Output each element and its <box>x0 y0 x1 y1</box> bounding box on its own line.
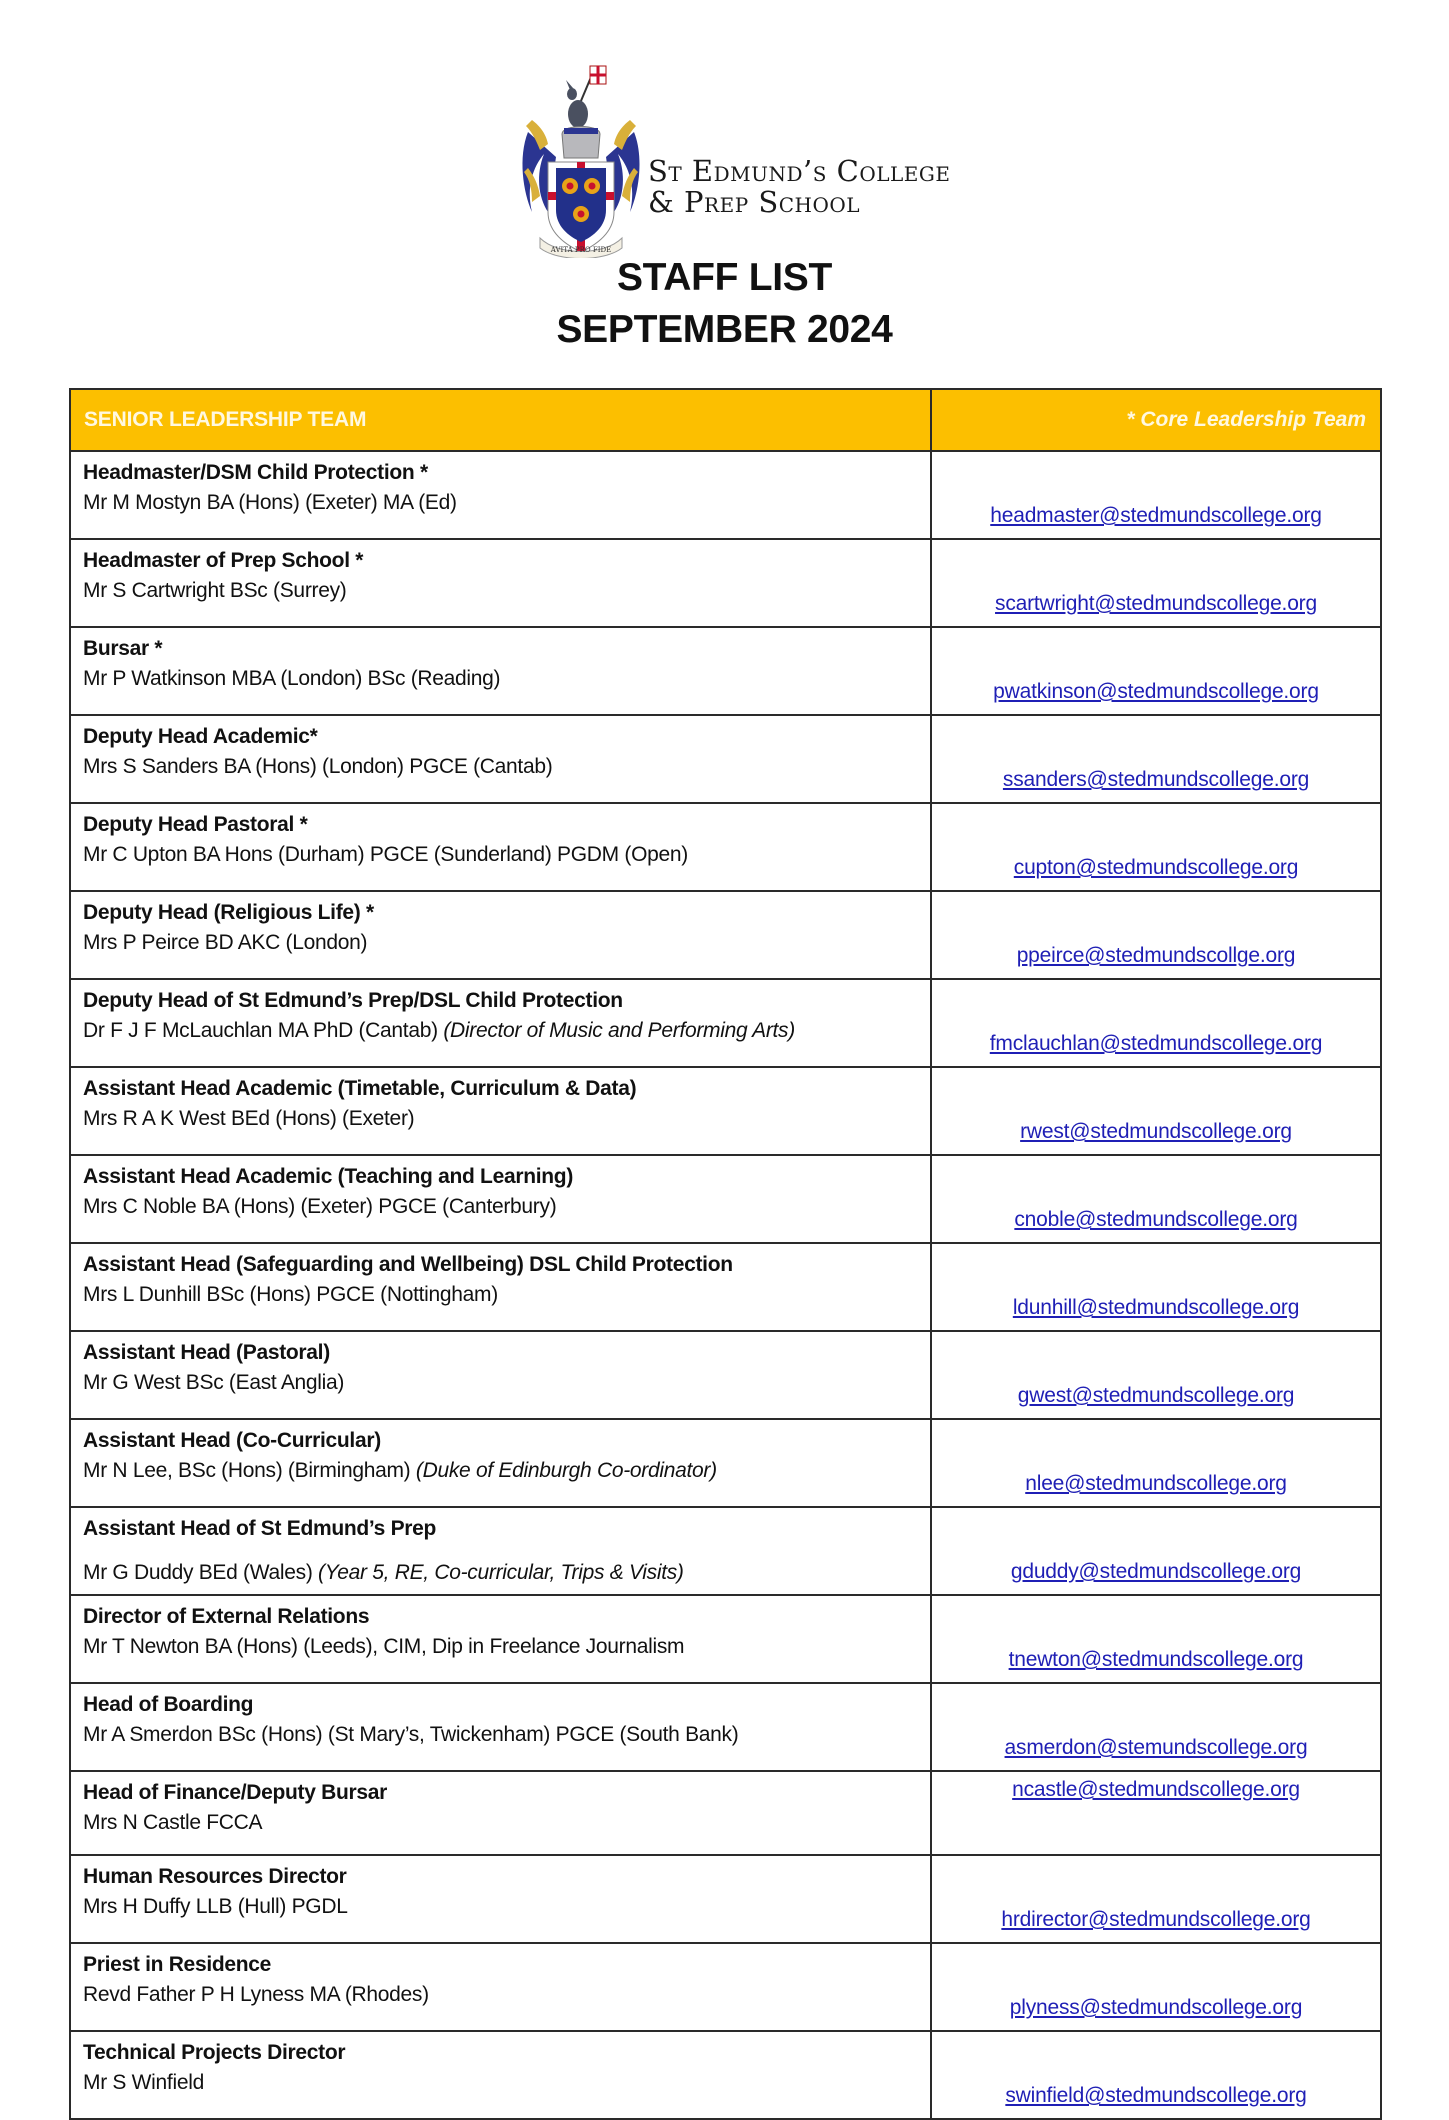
staff-name-qualifications: Mrs C Noble BA (Hons) (Exeter) PGCE (Canterbury) <box>83 1195 557 1218</box>
staff-name <box>83 1456 930 1486</box>
staff-role: Assistant Head of St Edmund’s Prep <box>83 1517 437 1540</box>
staff-name <box>83 1192 930 1222</box>
staff-details-cell <box>70 1943 931 2031</box>
staff-details-cell <box>70 1419 931 1507</box>
staff-role: Priest in Residence <box>83 1953 272 1976</box>
staff-email-link[interactable]: ssanders@stedmundscollege.org <box>1002 768 1310 791</box>
staff-email-link[interactable]: cnoble@stedmundscollege.org <box>1014 1208 1298 1231</box>
staff-name <box>83 2068 930 2098</box>
staff-name <box>83 752 930 782</box>
staff-details-cell <box>70 979 931 1067</box>
staff-email-link[interactable]: hrdirector@stedmundscollege.org <box>1001 1908 1311 1931</box>
staff-table <box>69 388 1382 2120</box>
staff-email-cell <box>931 539 1381 627</box>
staff-name <box>83 928 930 958</box>
staff-email-cell <box>931 1771 1381 1855</box>
staff-role: Assistant Head (Co-Curricular) <box>83 1429 381 1452</box>
table-row <box>70 1943 1381 2031</box>
table-row <box>70 1771 1381 1855</box>
staff-name-qualifications: Mrs P Peirce BD AKC (London) <box>83 931 368 954</box>
staff-responsibility-note: (Year 5, RE, Co-curricular, Trips & Visits) <box>318 1561 684 1584</box>
staff-email-cell <box>931 1683 1381 1771</box>
staff-details-cell <box>70 539 931 627</box>
staff-email-cell <box>931 1067 1381 1155</box>
staff-name-qualifications: Mrs S Sanders BA (Hons) (London) PGCE (Cantab) <box>83 755 553 778</box>
staff-name-qualifications: Mr C Upton BA Hons (Durham) PGCE (Sunderland) PGDM (Open) <box>83 843 688 866</box>
staff-details-cell <box>70 1855 931 1943</box>
table-row <box>70 2031 1381 2119</box>
staff-details-cell <box>70 1771 931 1855</box>
staff-email-link[interactable]: gduddy@stedmundscollege.org <box>1010 1560 1302 1583</box>
staff-details-cell <box>70 627 931 715</box>
table-row <box>70 539 1381 627</box>
staff-email-cell <box>931 803 1381 891</box>
staff-name <box>83 1808 930 1838</box>
staff-email-link[interactable]: asmerdon@stemundscollege.org <box>1004 1736 1308 1759</box>
school-logo <box>518 62 951 258</box>
table-row <box>70 715 1381 803</box>
staff-name <box>83 1892 930 1922</box>
staff-name <box>83 840 930 870</box>
school-name <box>648 156 950 218</box>
table-row <box>70 1855 1381 1943</box>
staff-email-link[interactable]: swinfield@stedmundscollege.org <box>1005 2084 1307 2107</box>
staff-email-link[interactable]: cupton@stedmundscollege.org <box>1013 856 1299 879</box>
staff-name <box>83 1980 930 2010</box>
staff-email-link[interactable]: ncastle@stedmundscollege.org <box>1012 1778 1300 1801</box>
staff-name-qualifications: Mr P Watkinson MBA (London) BSc (Reading) <box>83 667 501 690</box>
table-row <box>70 1155 1381 1243</box>
staff-name <box>83 1016 930 1046</box>
staff-role: Assistant Head Academic (Timetable, Curriculum & Data) <box>83 1077 637 1100</box>
staff-email-cell <box>931 1943 1381 2031</box>
staff-name-qualifications: Mr N Lee, BSc (Hons) (Birmingham) <box>83 1459 416 1482</box>
school-name-line2: & Prep School <box>648 185 861 219</box>
staff-role: Head of Boarding <box>83 1693 254 1716</box>
staff-role: Deputy Head Academic* <box>83 725 318 748</box>
staff-email-cell <box>931 1595 1381 1683</box>
table-row <box>70 1507 1381 1595</box>
staff-details-cell <box>70 2031 931 2119</box>
staff-details-cell <box>70 1155 931 1243</box>
staff-email-link[interactable]: rwest@stedmundscollege.org <box>1020 1120 1292 1143</box>
staff-name-qualifications: Mr T Newton BA (Hons) (Leeds), CIM, Dip in Freelance Journalism <box>83 1635 685 1658</box>
staff-email-link[interactable]: headmaster@stedmundscollege.org <box>990 504 1322 527</box>
staff-details-cell <box>70 1331 931 1419</box>
table-row <box>70 1067 1381 1155</box>
page-title: STAFF LIST <box>616 256 833 299</box>
staff-name-qualifications: Mr M Mostyn BA (Hons) (Exeter) MA (Ed) <box>83 491 457 514</box>
staff-role: Deputy Head of St Edmund’s Prep/DSL Child Protection <box>83 989 623 1012</box>
staff-name-qualifications: Revd Father P H Lyness MA (Rhodes) <box>83 1983 429 2006</box>
staff-role: Assistant Head Academic (Teaching and Learning) <box>83 1165 574 1188</box>
staff-name <box>83 488 930 518</box>
staff-name <box>83 1368 930 1398</box>
staff-details-cell <box>70 1243 931 1331</box>
staff-name <box>83 576 930 606</box>
staff-email-cell <box>931 979 1381 1067</box>
staff-email-cell <box>931 451 1381 539</box>
table-row <box>70 1595 1381 1683</box>
staff-role: Headmaster/DSM Child Protection * <box>83 461 428 484</box>
staff-email-cell <box>931 1855 1381 1943</box>
staff-details-cell <box>70 1507 931 1595</box>
staff-details-cell <box>70 803 931 891</box>
staff-role: Head of Finance/Deputy Bursar <box>83 1781 388 1804</box>
table-row <box>70 803 1381 891</box>
table-row <box>70 1243 1381 1331</box>
staff-email-link[interactable]: ppeirce@stedmundscollge.org <box>1016 944 1296 967</box>
staff-details-cell <box>70 1683 931 1771</box>
staff-email-cell <box>931 1243 1381 1331</box>
staff-name-qualifications: Mr G West BSc (East Anglia) <box>83 1371 345 1394</box>
staff-role: Headmaster of Prep School * <box>83 549 364 572</box>
page-subtitle-date: SEPTEMBER 2024 <box>556 308 893 351</box>
staff-name <box>83 1720 930 1750</box>
staff-email-link[interactable]: gwest@stedmundscollege.org <box>1017 1384 1295 1407</box>
table-row <box>70 1683 1381 1771</box>
table-row <box>70 627 1381 715</box>
staff-email-link[interactable]: nlee@stedmundscollege.org <box>1025 1472 1287 1495</box>
staff-name-qualifications: Mr S Cartwright BSc (Surrey) <box>83 579 347 602</box>
staff-name <box>83 1558 930 1588</box>
table-header-row <box>70 389 1381 451</box>
core-leadership-legend: * Core Leadership Team <box>931 389 1381 451</box>
school-crest-icon <box>518 62 644 258</box>
section-heading: SENIOR LEADERSHIP TEAM <box>70 389 931 451</box>
staff-email-cell <box>931 891 1381 979</box>
staff-details-cell <box>70 891 931 979</box>
staff-email-link[interactable]: pwatkinson@stedmundscollege.org <box>993 680 1319 703</box>
staff-role: Bursar * <box>83 637 163 660</box>
table-row <box>70 1331 1381 1419</box>
staff-name-qualifications: Mrs L Dunhill BSc (Hons) PGCE (Nottingham) <box>83 1283 498 1306</box>
staff-email-link[interactable]: fmclauchlan@stedmundscollege.org <box>989 1032 1323 1055</box>
staff-email-cell <box>931 1419 1381 1507</box>
staff-role: Assistant Head (Pastoral) <box>83 1341 330 1364</box>
table-row <box>70 891 1381 979</box>
staff-email-cell <box>931 715 1381 803</box>
staff-details-cell <box>70 1595 931 1683</box>
staff-role: Deputy Head (Religious Life) * <box>83 901 374 924</box>
staff-role: Assistant Head (Safeguarding and Wellbeing) DSL Child Protection <box>83 1253 733 1276</box>
staff-email-cell <box>931 1331 1381 1419</box>
staff-details-cell <box>70 451 931 539</box>
staff-email-link[interactable]: scartwright@stedmundscollege.org <box>995 592 1317 615</box>
staff-name <box>83 1104 930 1134</box>
staff-role: Deputy Head Pastoral * <box>83 813 308 836</box>
staff-email-cell <box>931 1507 1381 1595</box>
svg-text:AVITA PRO FIDE: AVITA PRO FIDE <box>550 246 612 254</box>
staff-role: Director of External Relations <box>83 1605 370 1628</box>
staff-role: Technical Projects Director <box>83 2041 346 2064</box>
staff-name-qualifications: Mr G Duddy BEd (Wales) <box>83 1561 319 1584</box>
staff-name-qualifications: Mr S Winfield <box>83 2071 204 2094</box>
staff-role: Human Resources Director <box>83 1865 347 1888</box>
staff-name-qualifications: Mrs H Duffy LLB (Hull) PGDL <box>83 1895 348 1918</box>
table-row <box>70 451 1381 539</box>
staff-email-link[interactable]: plyness@stedmundscollege.org <box>1009 1996 1303 2019</box>
table-row <box>70 979 1381 1067</box>
staff-details-cell <box>70 1067 931 1155</box>
staff-name <box>83 664 930 694</box>
table-row <box>70 1419 1381 1507</box>
staff-name-qualifications: Mrs R A K West BEd (Hons) (Exeter) <box>83 1107 415 1130</box>
staff-name-qualifications: Mrs N Castle FCCA <box>83 1811 263 1834</box>
staff-email-link[interactable]: tnewton@stedmundscollege.org <box>1008 1648 1304 1671</box>
staff-email-cell <box>931 2031 1381 2119</box>
staff-email-link[interactable]: ldunhill@stedmundscollege.org <box>1012 1296 1300 1319</box>
staff-email-cell <box>931 1155 1381 1243</box>
staff-name-qualifications: Dr F J F McLauchlan MA PhD (Cantab) <box>83 1019 444 1042</box>
staff-responsibility-note: (Director of Music and Performing Arts) <box>443 1019 795 1042</box>
staff-name-qualifications: Mr A Smerdon BSc (Hons) (St Mary’s, Twickenham) PGCE (South Bank) <box>83 1723 739 1746</box>
staff-name <box>83 1632 930 1662</box>
staff-responsibility-note: (Duke of Edinburgh Co-ordinator) <box>415 1459 717 1482</box>
staff-email-cell <box>931 627 1381 715</box>
school-name-line1: St Edmund’s College <box>648 154 951 188</box>
staff-name <box>83 1280 930 1310</box>
staff-details-cell <box>70 715 931 803</box>
